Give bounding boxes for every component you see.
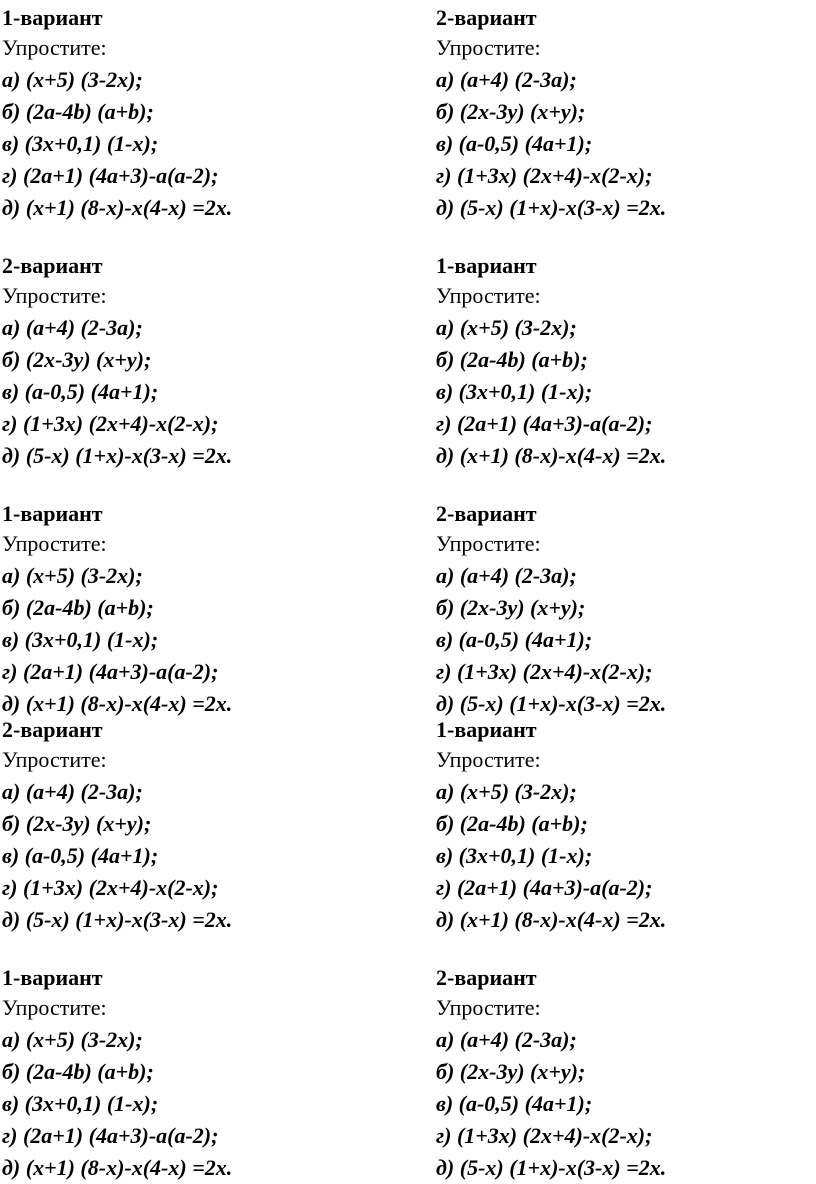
task-item: а) (x+5) (3-2x); [2, 1027, 143, 1052]
variant-block-variant1 [2, 4, 382, 224]
variant-heading: 1-вариант [436, 253, 537, 278]
task-item: а) (x+5) (3-2x); [2, 67, 143, 92]
task-item: д) (5-x) (1+x)-x(3-x) =2x. [2, 443, 233, 468]
instruction-text: Упростите: [436, 995, 541, 1020]
instruction-text: Упростите: [2, 35, 107, 60]
task-item: г) (1+3x) (2x+4)-x(2-x); [436, 1123, 653, 1148]
task-item: в) (3x+0,1) (1-x); [2, 627, 159, 652]
variant-heading: 2-вариант [2, 253, 103, 278]
instruction-text: Упростите: [436, 283, 541, 308]
task-item: в) (3x+0,1) (1-x); [436, 843, 593, 868]
task-item: б) (2x-3y) (x+y); [436, 595, 586, 620]
variant-heading: 1-вариант [436, 717, 537, 742]
variant-block-variant2 [436, 964, 816, 1184]
variant-heading: 2-вариант [436, 965, 537, 990]
task-item: д) (x+1) (8-x)-x(4-x) =2x. [2, 195, 233, 220]
task-item: б) (2x-3y) (x+y); [2, 347, 152, 372]
task-item: а) (a+4) (2-3a); [2, 779, 143, 804]
variant-heading: 1-вариант [2, 501, 103, 526]
task-item: г) (2a+1) (4a+3)-a(a-2); [2, 163, 219, 188]
task-item: д) (x+1) (8-x)-x(4-x) =2x. [2, 1155, 233, 1180]
task-item: а) (x+5) (3-2x); [436, 315, 577, 340]
task-item: в) (a-0,5) (4a+1); [2, 843, 159, 868]
task-item: б) (2a-4b) (a+b); [2, 1059, 154, 1084]
variant-block-variant2 [436, 4, 816, 224]
task-item: а) (a+4) (2-3a); [436, 563, 577, 588]
task-item: в) (3x+0,1) (1-x); [436, 379, 593, 404]
instruction-text: Упростите: [2, 283, 107, 308]
task-item: в) (3x+0,1) (1-x); [2, 131, 159, 156]
task-item: г) (2a+1) (4a+3)-a(a-2); [436, 411, 653, 436]
task-item: б) (2x-3y) (x+y); [436, 99, 586, 124]
variant-block-variant1 [436, 252, 816, 472]
task-item: д) (5-x) (1+x)-x(3-x) =2x. [2, 907, 233, 932]
task-item: г) (1+3x) (2x+4)-x(2-x); [436, 163, 653, 188]
task-item: а) (x+5) (3-2x); [2, 563, 143, 588]
task-item: д) (x+1) (8-x)-x(4-x) =2x. [436, 907, 667, 932]
task-item: д) (5-x) (1+x)-x(3-x) =2x. [436, 1155, 667, 1180]
variant-block-variant1 [2, 964, 382, 1184]
task-item: д) (5-x) (1+x)-x(3-x) =2x. [436, 691, 667, 716]
instruction-text: Упростите: [2, 995, 107, 1020]
task-item: в) (a-0,5) (4a+1); [436, 1091, 593, 1116]
variant-heading: 2-вариант [436, 5, 537, 30]
task-item: г) (2a+1) (4a+3)-a(a-2); [2, 659, 219, 684]
task-item: а) (a+4) (2-3a); [2, 315, 143, 340]
task-item: а) (a+4) (2-3a); [436, 67, 577, 92]
instruction-text: Упростите: [436, 747, 541, 772]
instruction-text: Упростите: [436, 531, 541, 556]
task-item: д) (x+1) (8-x)-x(4-x) =2x. [2, 691, 233, 716]
task-item: б) (2a-4b) (a+b); [2, 99, 154, 124]
task-item: в) (a-0,5) (4a+1); [436, 627, 593, 652]
variant-block-variant2 [2, 716, 382, 936]
variant-heading: 1-вариант [2, 965, 103, 990]
variant-heading: 2-вариант [2, 717, 103, 742]
task-item: б) (2x-3y) (x+y); [2, 811, 152, 836]
task-item: д) (x+1) (8-x)-x(4-x) =2x. [436, 443, 667, 468]
variant-block-variant1 [2, 500, 382, 720]
variant-block-variant2 [2, 252, 382, 472]
task-item: б) (2a-4b) (a+b); [436, 811, 588, 836]
variant-block-variant1 [436, 716, 816, 936]
task-item: г) (1+3x) (2x+4)-x(2-x); [2, 875, 219, 900]
instruction-text: Упростите: [2, 531, 107, 556]
task-item: а) (x+5) (3-2x); [436, 779, 577, 804]
task-item: б) (2x-3y) (x+y); [436, 1059, 586, 1084]
instruction-text: Упростите: [2, 747, 107, 772]
task-item: г) (1+3x) (2x+4)-x(2-x); [436, 659, 653, 684]
task-item: а) (a+4) (2-3a); [436, 1027, 577, 1052]
task-item: в) (a-0,5) (4a+1); [436, 131, 593, 156]
task-item: в) (a-0,5) (4a+1); [2, 379, 159, 404]
variant-heading: 1-вариант [2, 5, 103, 30]
task-item: б) (2a-4b) (a+b); [436, 347, 588, 372]
task-item: д) (5-x) (1+x)-x(3-x) =2x. [436, 195, 667, 220]
variant-heading: 2-вариант [436, 501, 537, 526]
task-item: г) (2a+1) (4a+3)-a(a-2); [2, 1123, 219, 1148]
task-item: г) (1+3x) (2x+4)-x(2-x); [2, 411, 219, 436]
variant-block-variant2 [436, 500, 816, 720]
task-item: в) (3x+0,1) (1-x); [2, 1091, 159, 1116]
task-item: г) (2a+1) (4a+3)-a(a-2); [436, 875, 653, 900]
instruction-text: Упростите: [436, 35, 541, 60]
task-item: б) (2a-4b) (a+b); [2, 595, 154, 620]
